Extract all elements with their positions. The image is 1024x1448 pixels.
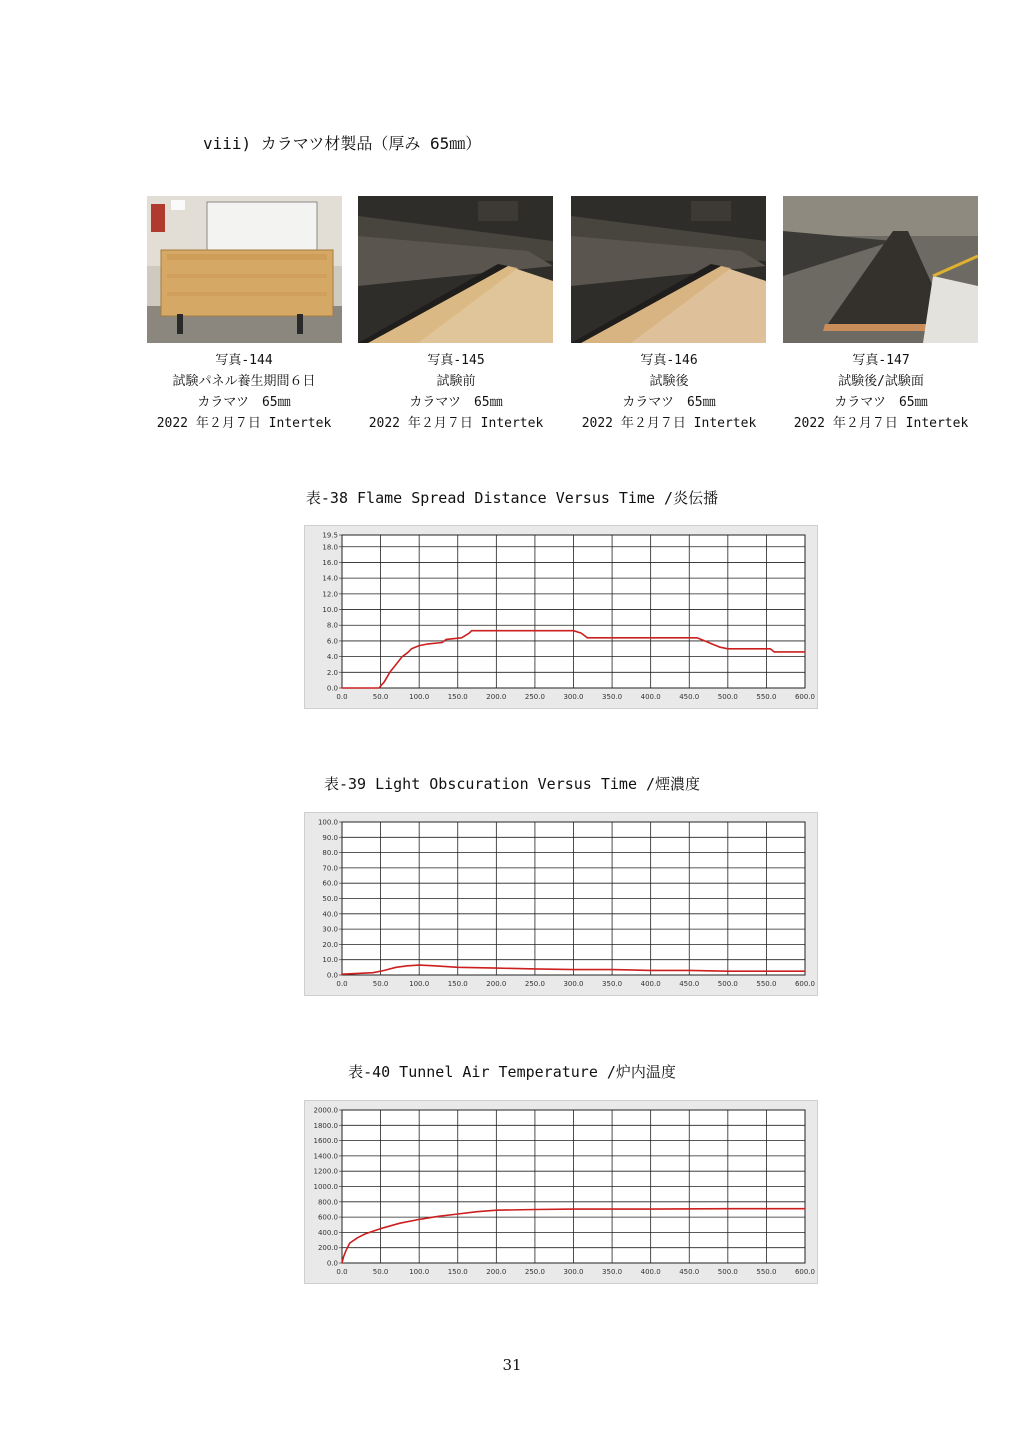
caption-line: カラマツ 65㎜ bbox=[834, 395, 928, 410]
caption-line: 2022 年２月７日 Intertek bbox=[156, 416, 332, 431]
y-tick-label: 12.0 bbox=[322, 590, 338, 599]
caption-line: 写真-144 bbox=[215, 353, 273, 368]
y-tick-label: 800.0 bbox=[317, 1198, 338, 1207]
y-tick-label: 40.0 bbox=[322, 910, 338, 919]
photo-caption-144 bbox=[144, 350, 344, 434]
x-tick-label: 550.0 bbox=[756, 1268, 777, 1276]
x-tick-label: 350.0 bbox=[602, 1268, 623, 1276]
x-tick-label: 400.0 bbox=[640, 1268, 661, 1276]
x-tick-label: 500.0 bbox=[717, 1268, 738, 1276]
chart-title-flame-spread: 表-38 Flame Spread Distance Versus Time /炎伝播 bbox=[305, 489, 719, 507]
page-number: 31 bbox=[502, 1356, 522, 1374]
x-tick-label: 150.0 bbox=[447, 980, 468, 988]
y-tick-label: 10.0 bbox=[322, 606, 338, 615]
x-tick-label: 100.0 bbox=[409, 980, 430, 988]
x-tick-label: 100.0 bbox=[409, 1268, 430, 1276]
y-tick-label: 16.0 bbox=[322, 558, 338, 567]
x-tick-label: 400.0 bbox=[640, 693, 661, 701]
y-tick-label: 70.0 bbox=[322, 864, 338, 873]
caption-line: 2022 年２月７日 Intertek bbox=[581, 416, 757, 431]
x-tick-label: 550.0 bbox=[756, 980, 777, 988]
x-tick-label: 450.0 bbox=[679, 693, 700, 701]
y-tick-label: 8.0 bbox=[326, 621, 338, 630]
y-tick-label: 18.0 bbox=[322, 543, 338, 552]
y-tick-label: 0.0 bbox=[326, 684, 338, 693]
x-tick-label: 450.0 bbox=[679, 980, 700, 988]
caption-line: カラマツ 65㎜ bbox=[197, 395, 291, 410]
y-tick-label: 10.0 bbox=[322, 956, 338, 965]
chart-title-light-obscuration: 表-39 Light Obscuration Versus Time /煙濃度 bbox=[323, 775, 701, 793]
x-tick-label: 100.0 bbox=[409, 693, 430, 701]
x-tick-label: 300.0 bbox=[563, 1268, 584, 1276]
y-tick-label: 1200.0 bbox=[313, 1167, 338, 1176]
y-tick-label: 4.0 bbox=[326, 653, 338, 662]
caption-line: 試験前 bbox=[436, 374, 476, 389]
x-tick-label: 600.0 bbox=[794, 693, 816, 701]
x-tick-label: 200.0 bbox=[486, 693, 507, 701]
caption-line: カラマツ 65㎜ bbox=[409, 395, 503, 410]
caption-line: 2022 年２月７日 Intertek bbox=[368, 416, 544, 431]
section-title: viii) カラマツ材製品（厚み 65㎜） bbox=[203, 134, 482, 153]
x-tick-label: 600.0 bbox=[794, 1268, 816, 1276]
x-tick-label: 50.0 bbox=[372, 693, 389, 701]
x-tick-label: 550.0 bbox=[756, 693, 777, 701]
caption-line: 写真-145 bbox=[427, 353, 485, 368]
x-tick-label: 0.0 bbox=[336, 693, 348, 701]
chart-tunnel-temperature bbox=[304, 1100, 818, 1284]
y-tick-label: 14.0 bbox=[322, 574, 338, 583]
x-tick-label: 200.0 bbox=[486, 980, 507, 988]
x-tick-label: 300.0 bbox=[563, 693, 584, 701]
y-tick-label: 1800.0 bbox=[313, 1121, 338, 1130]
y-tick-label: 19.5 bbox=[322, 531, 338, 540]
y-tick-label: 90.0 bbox=[322, 833, 338, 842]
x-tick-label: 250.0 bbox=[524, 1268, 545, 1276]
y-tick-label: 1600.0 bbox=[313, 1137, 338, 1146]
photo-caption-146 bbox=[569, 350, 769, 434]
y-tick-label: 400.0 bbox=[317, 1228, 338, 1237]
y-tick-label: 0.0 bbox=[326, 1259, 338, 1268]
y-tick-label: 1400.0 bbox=[313, 1152, 338, 1161]
y-tick-label: 60.0 bbox=[322, 879, 338, 888]
y-tick-label: 6.0 bbox=[326, 637, 338, 646]
chart-light-obscuration bbox=[304, 812, 818, 996]
y-tick-label: 0.0 bbox=[326, 971, 338, 980]
caption-line: 試験後 bbox=[649, 374, 689, 389]
caption-line: 写真-146 bbox=[640, 353, 698, 368]
x-tick-label: 600.0 bbox=[794, 980, 816, 988]
y-tick-label: 20.0 bbox=[322, 940, 338, 949]
chart-title-tunnel-temperature: 表-40 Tunnel Air Temperature /炉内温度 bbox=[348, 1063, 676, 1081]
x-tick-label: 250.0 bbox=[524, 693, 545, 701]
chart-flame-spread bbox=[304, 525, 818, 709]
x-tick-label: 300.0 bbox=[563, 980, 584, 988]
x-tick-label: 50.0 bbox=[372, 980, 389, 988]
photo-before-test bbox=[358, 196, 553, 343]
x-tick-label: 450.0 bbox=[679, 1268, 700, 1276]
photo-after-test bbox=[571, 196, 766, 343]
y-tick-label: 80.0 bbox=[322, 849, 338, 858]
caption-line: 試験後/試験面 bbox=[838, 374, 924, 389]
caption-line: カラマツ 65㎜ bbox=[622, 395, 716, 410]
y-tick-label: 30.0 bbox=[322, 925, 338, 934]
photo-caption-145 bbox=[356, 350, 556, 434]
x-tick-label: 200.0 bbox=[486, 1268, 507, 1276]
photo-after-test-surface bbox=[783, 196, 978, 343]
x-tick-label: 500.0 bbox=[717, 980, 738, 988]
x-tick-label: 0.0 bbox=[336, 980, 348, 988]
y-tick-label: 100.0 bbox=[317, 818, 338, 827]
photo-panel-curing bbox=[147, 196, 342, 343]
x-tick-label: 50.0 bbox=[372, 1268, 389, 1276]
caption-line: 写真-147 bbox=[852, 353, 910, 368]
y-tick-label: 50.0 bbox=[322, 895, 338, 903]
x-tick-label: 350.0 bbox=[602, 693, 623, 701]
x-tick-label: 400.0 bbox=[640, 980, 661, 988]
y-tick-label: 1000.0 bbox=[313, 1183, 338, 1191]
x-tick-label: 500.0 bbox=[717, 693, 738, 701]
caption-line: 試験パネル養生期間６日 bbox=[172, 374, 316, 389]
chart-tunnel-temperature-plot bbox=[305, 1101, 817, 1283]
x-tick-label: 0.0 bbox=[336, 1268, 348, 1276]
x-tick-label: 150.0 bbox=[447, 1268, 468, 1276]
y-tick-label: 2.0 bbox=[326, 668, 338, 677]
photo-caption-147 bbox=[781, 350, 981, 434]
chart-flame-spread-plot bbox=[305, 526, 817, 708]
caption-line: 2022 年２月７日 Intertek bbox=[793, 416, 969, 431]
x-tick-label: 250.0 bbox=[524, 980, 545, 988]
x-tick-label: 350.0 bbox=[602, 980, 623, 988]
y-tick-label: 2000.0 bbox=[313, 1106, 338, 1115]
y-tick-label: 600.0 bbox=[317, 1213, 338, 1222]
y-tick-label: 200.0 bbox=[317, 1244, 338, 1253]
x-tick-label: 150.0 bbox=[447, 693, 468, 701]
chart-light-obscuration-plot bbox=[305, 813, 817, 995]
